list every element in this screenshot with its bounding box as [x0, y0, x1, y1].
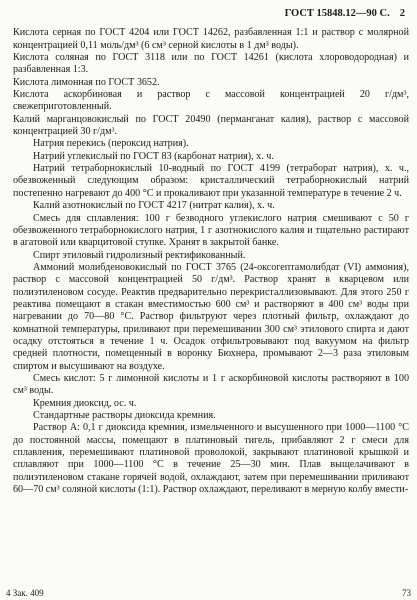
- page-header: [13, 8, 409, 20]
- paragraph: Кислота серная по ГОСТ 4204 или ГОСТ 14262, разбавленная 1:1 и раствор с молярной концентрацией 0,11 моль/дм³ (6 см³ серной кислоты в 1 дм³ воды).: [13, 27, 409, 51]
- paragraph: Смесь для сплавления: 100 г безводного углекислого натрия смешивают с 50 г обезвоженного тетраборнокислого натрия, 1 г азотнокислого калия и тщательно растирают в агатовой или кварцитовой ступке. Хранят в закрытой банке.: [13, 212, 409, 249]
- footer-order-note: 4 Зак. 409: [6, 588, 44, 598]
- paragraph: Кислота аскорбиновая и раствор с массовой концентрацией 20 г/дм³, свежеприготовленный.: [13, 89, 409, 113]
- paragraph: Спирт этиловый гидролизный ректификованный.: [33, 249, 246, 261]
- document-body: [13, 27, 409, 496]
- document-page: [13, 8, 409, 496]
- paragraph: Смесь кислот: 5 г лимонной кислоты и 1 г аскорбиновой кислоты растворяют в 100 см³ воды.: [13, 372, 409, 397]
- paragraph: Натрий углекислый по ГОСТ 83 (карбонат натрия), х. ч.: [33, 150, 274, 162]
- paragraph: Калий азотнокислый по ГОСТ 4217 (нитрат калия), х. ч.: [33, 200, 275, 212]
- paragraph: Калий марганцовокислый по ГОСТ 20490 (перманганат калия), раствор с массовой концентрацией 30 г/дм³.: [13, 113, 409, 138]
- header-page-number: 2: [399, 8, 405, 19]
- paragraph: Кремния диоксид, ос. ч.: [33, 397, 137, 409]
- paragraph: Натрия перекись (пероксид натрия).: [33, 138, 189, 150]
- paragraph: Стандартные растворы диоксида кремния.: [33, 410, 216, 421]
- header-title: ГОСТ 15848.12—90 С.: [284, 8, 390, 19]
- paragraph: Аммоний молибденовокислый по ГОСТ 3765 (24-оксогептамолибдат (VI) аммония), раствор с массовой концентрацией 50 г/дм³. Раствор хранят в кварцевом или полиэтиленовом сосуде. Реактив предварительно перекристаллизовывают. Для этого 250 г реактива помещают в стакан вместимостью 600 см³ и растворяют в 400 см³ воды при нагревании до 70—80 °С. Раствор фильтруют через плотный фильтр, охлаждают до комнатной температуры, приливают при перемешивании 300 см³ этилового спирта и дают осадку отстояться в течение 1 ч. Осадок отфильтровывают под вакуумом на фильтр средней плотности, помещенный в воронку Бюхнера, промывают 2—3 раза этиловым спиртом и высушивают на воздухе.: [13, 261, 409, 372]
- paragraph: Натрий тетраборнокислый 10-водный по ГОСТ 4199 (тетраборат натрия), х. ч., обезвоженный следующим образом: кристаллический тетраборнокислый натрий постепенно нагревают до 400 °С и прокаливают при указанной температуре в течение 2 ч.: [13, 163, 409, 199]
- paragraph: Раствор А: 0,1 г диоксида кремния, измельченного и высушенного при 1000—1100 °С до постоянной массы, помещают в платиновый тигель, прибавляют 2 г смеси для сплавления, перемешивают платиновой проволокой, закрывают платиновой крышкой и сплавляют при 1000—1100 °С в течение 25—30 мин. Плав выщелачивают в полиэтиленовом стакане горячей водой, охлаждают, затем при перемешивании приливают 60—70 см³ соляной кислоты (1:1). Раствор охлаждают, переливают в мерную колбу вмести-: [13, 422, 409, 496]
- paragraph: Кислота лимонная по ГОСТ 3652.: [13, 76, 160, 88]
- page-footer: [6, 587, 411, 598]
- paragraph: Кислота соляная по ГОСТ 3118 или по ГОСТ 14261 (кислота хлороводородная) и разбавленная 1:3.: [13, 52, 409, 76]
- footer-page-number: 73: [402, 588, 411, 598]
